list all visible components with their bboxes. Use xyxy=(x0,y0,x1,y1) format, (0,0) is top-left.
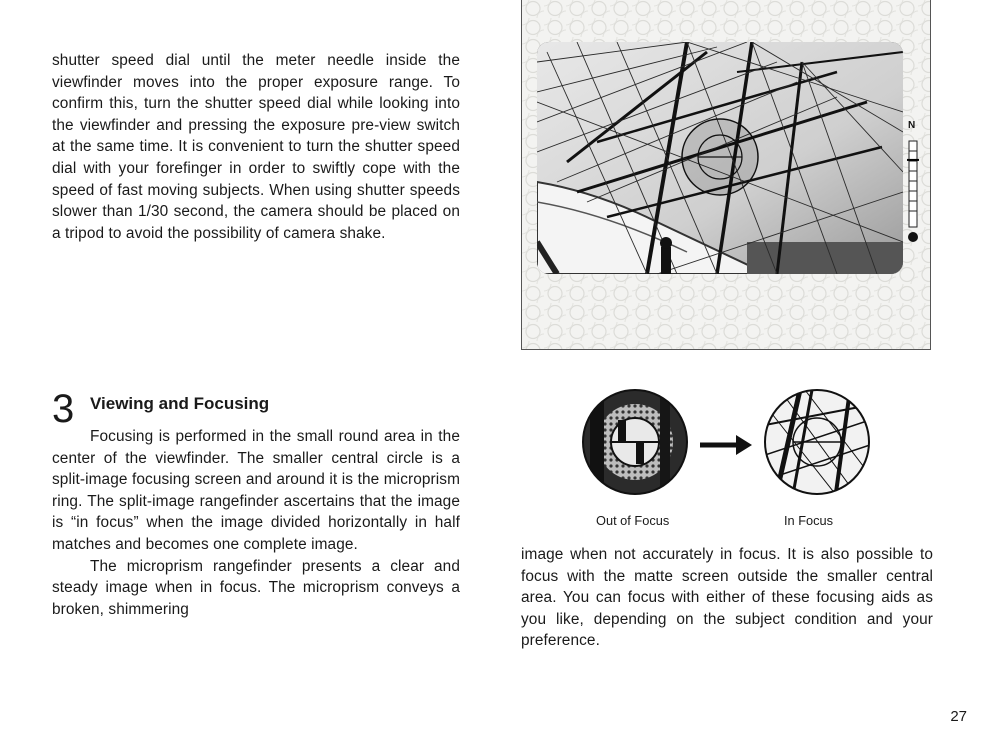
section-number: 3 xyxy=(52,387,75,431)
out-of-focus-image xyxy=(580,390,690,500)
battery-dot xyxy=(908,232,918,242)
left-column xyxy=(52,50,460,244)
focus-comparison-diagram xyxy=(560,385,890,535)
section-title: Viewing and Focusing xyxy=(90,394,270,413)
continued-paragraph: image when not accurately in focus. It is also possible to focus with the matte screen outside the smaller central area. You can focus with either of these focusing aids as you like, depending on the subject condition and your preference. xyxy=(521,546,933,650)
in-focus-caption: In Focus xyxy=(784,513,834,528)
section-body xyxy=(52,426,460,620)
page-number: 27 xyxy=(950,708,967,725)
exposure-meter-scale xyxy=(906,119,920,249)
in-focus-image xyxy=(765,390,870,500)
tall-ship-photo xyxy=(537,42,903,274)
focusing-paragraph: Focusing is performed in the small round area in the center of the viewfinder. The smaller central circle is a split-image focusing screen and around it is the microprism ring. The split-image rangefinder ascertains that the image is “in focus” when the image divided horizontally in half matches and becomes one complete image. xyxy=(52,428,460,553)
viewfinder-illustration xyxy=(521,0,931,350)
meter-top-label: N xyxy=(908,120,916,131)
right-column xyxy=(521,544,933,652)
out-of-focus-caption: Out of Focus xyxy=(596,513,670,528)
arrow-icon xyxy=(700,435,752,455)
microprism-paragraph: The microprism rangefinder presents a clear and steady image when in focus. The microprism conveys a broken, shimmering xyxy=(52,557,460,618)
body-paragraph: shutter speed dial until the meter needle inside the viewfinder moves into the proper exposure range. To confirm this, turn the shutter speed dial while looking into the viewfinder and pressing the exposure pre-view switch at the same time. It is convenient to turn the shutter speed dial with your forefinger in order to swiftly cope with the speed of fast moving subjects. When using shutter speeds slower than 1/30 second, the camera should be placed on a tripod to avoid the possibility of camera shake. xyxy=(52,52,460,242)
